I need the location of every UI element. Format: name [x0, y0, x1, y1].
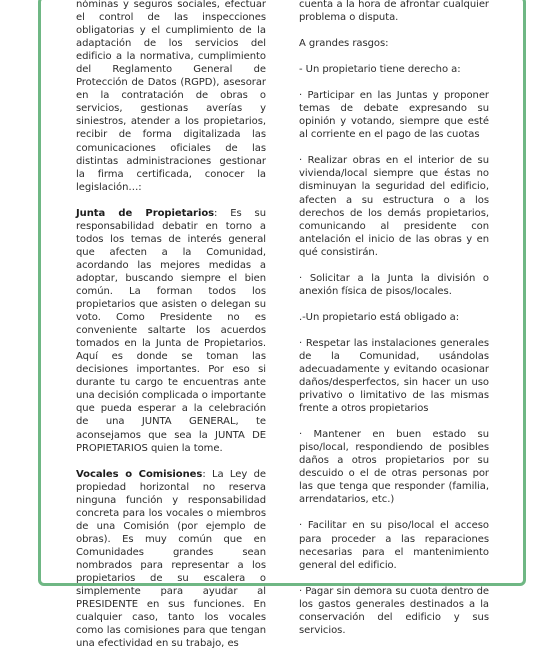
problem-paragraph: cuenta a la hora de afrontar cualquier problema o disputa. — [299, 0, 489, 24]
obligacion-item-mantener: · Mantener en buen estado su piso/local, respondiendo de posibles daños a otros propietarios por su descuido o el de otras personas por las que tenga que responder (familia, arrendatarios, etc.) — [299, 429, 489, 506]
derecho-item-division: · Solicitar a la Junta la división o anexión física de pisos/locales. — [299, 272, 489, 297]
obligaciones-heading: .-Un propietario está obligado a: — [299, 311, 460, 323]
obligacion-item-facilitar: · Facilitar en su piso/local el acceso para proceder a las reparaciones necesarias para el mantenimiento general del edificio. — [299, 520, 489, 571]
left-column — [76, 0, 266, 650]
right-column — [299, 0, 489, 637]
obligacion-item-pagar: · Pagar sin demora su cuota dentro de los gastos generales destinados a la conservación del edificio y sus servicios. — [299, 585, 489, 636]
derecho-item-juntas: · Participar en las Juntas y proponer temas de debate expresando su opinión y votando, siempre que esté al corriente en el pago de las cuotas — [299, 90, 489, 141]
grandes-rasgos-paragraph: A grandes rasgos: — [299, 38, 389, 50]
junta-paragraph — [76, 207, 266, 455]
vocales-text: : La Ley de propiedad horizontal no reserva ninguna función y responsabilidad concreta para los vocales o miembros de una Comisión (por ejemplo de obras). Es muy común que en Comunidades grandes sean nombrados para representar a los propietarios de su escalera o simplemente para ayudar al PRESIDENTE en sus funciones. En cualquier caso, tanto los vocales como las comisiones para que tengan una efectividad en su trabajo, es — [76, 468, 266, 650]
admin-functions-paragraph: nóminas y seguros sociales, efectuar el control de las inspecciones obligatorias y el cumplimiento de la adaptación de los servicios del edificio a la normativa, cumplimiento del Reglamento General de Protección de Datos (RGPD), asesorar en la contratación de obras o servicios, gestionas averías y siniestros, atender a los propietarios, recibir de forma digitalizada las comunicaciones oficiales de las distintas administraciones gestionar la firma certificada, conocer la legislación…: — [76, 0, 266, 193]
derechos-heading: - Un propietario tiene derecho a: — [299, 64, 461, 76]
derecho-item-obras: · Realizar obras en el interior de su vivienda/local siempre que éstas no disminuyan la seguridad del edificio, afecten a su estructura o a los derechos de los demás propietarios, comunicando al presidente con antelación el inicio de las obras y en qué consistirán. — [299, 155, 489, 258]
junta-text: : Es su responsabilidad debatir en torno a todos los temas de interés general que afecten a la Comunidad, acordando las mejores medidas a adoptar, buscando siempre el bien común. La forman todos los propietarios que asisten o delegan su voto. Como Presidente no es conveniente saltarte los acuerdos tomados en la Junta de Propietarios. Aquí es donde se toman las decisiones importantes. Por eso si durante tu cargo te encuentras ante una decisión complicada o importante que pueda esperar a la celebración de una JUNTA GENERAL, te aconsejamos que sea la JUNTA DE PROPIETARIOS quien la tome. — [76, 207, 266, 454]
vocales-paragraph — [76, 468, 266, 650]
obligacion-item-instalaciones: · Respetar las instalaciones generales de la Comunidad, usándolas adecuadamente y evitando ocasionar daños/desperfectos, sin hacer un uso privativo o limitativo de las mismas frente a otros propietarios — [299, 337, 489, 415]
vocales-heading: Vocales o Comisiones — [76, 468, 203, 480]
junta-heading: Junta de Propietarios — [76, 207, 215, 219]
